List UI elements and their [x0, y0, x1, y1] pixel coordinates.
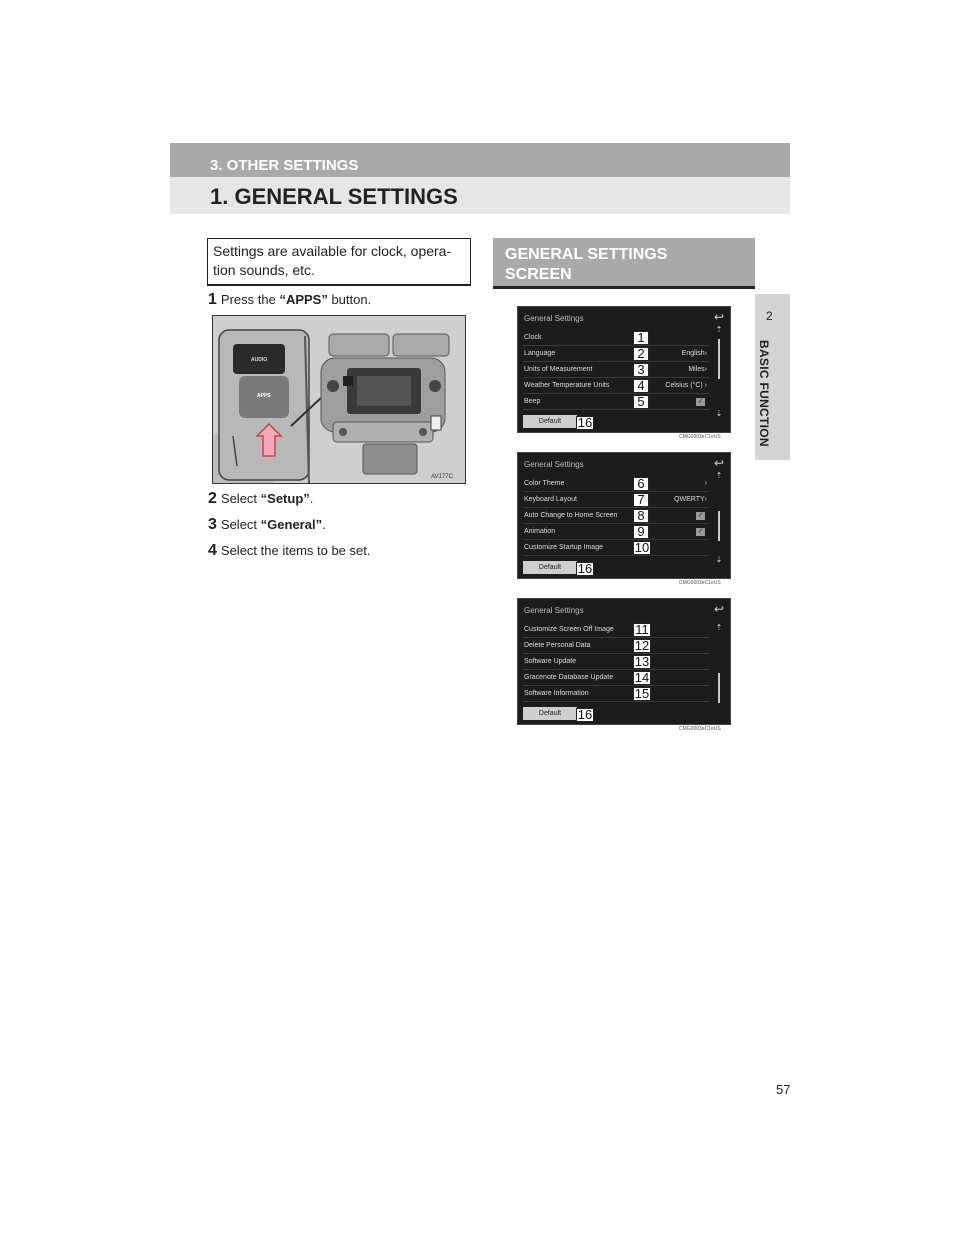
- callout-number: 1: [633, 331, 649, 345]
- page-number: 57: [776, 1082, 791, 1097]
- step-4: [208, 542, 370, 560]
- settings-screen-2: [517, 452, 731, 579]
- row-label: Customize Startup Image: [524, 544, 603, 551]
- step-2: [208, 490, 313, 508]
- default-button[interactable]: Default: [523, 561, 577, 574]
- settings-screen-1: [517, 306, 731, 433]
- callout-number: 6: [633, 477, 649, 491]
- checkbox-icon[interactable]: ✓: [697, 528, 704, 535]
- dashboard-illustration: [213, 316, 466, 484]
- checkbox-icon[interactable]: ✓: [697, 398, 704, 405]
- screen-title: General Settings: [524, 460, 584, 469]
- row-value: ›: [704, 480, 707, 487]
- default-button[interactable]: Default: [523, 415, 577, 428]
- scroll-up-icon[interactable]: ⇡: [715, 471, 723, 480]
- callout-number: 11: [633, 623, 651, 637]
- row-value: Miles›: [688, 366, 707, 373]
- screen-title: General Settings: [524, 314, 584, 323]
- row-label: Software Update: [524, 658, 577, 665]
- setting-row-weather-units[interactable]: [523, 379, 709, 394]
- general-settings-screen-header: [493, 238, 755, 286]
- row-label: Keyboard Layout: [524, 496, 577, 503]
- section-header: 3. OTHER SETTINGS: [210, 157, 359, 174]
- setting-row-software-update[interactable]: [523, 655, 709, 670]
- setting-row-screen-off-image[interactable]: [523, 623, 709, 638]
- step-number: 2: [208, 490, 217, 507]
- setting-row-gracenote-update[interactable]: [523, 671, 709, 686]
- step-text-end: .: [309, 491, 314, 506]
- screen-code: CMG0003eC1eUS: [679, 726, 721, 732]
- section-header-bar: [170, 143, 790, 177]
- setting-row-beep[interactable]: [523, 395, 709, 410]
- step-number: 4: [208, 542, 217, 559]
- setting-row-startup-image[interactable]: [523, 541, 709, 556]
- scroll-up-icon[interactable]: ⇡: [715, 325, 723, 334]
- setting-row-units[interactable]: [523, 363, 709, 378]
- audio-label: AUDIO: [251, 357, 268, 363]
- step-number: 1: [208, 291, 217, 308]
- step-1: [208, 291, 371, 309]
- settings-screen-3: [517, 598, 731, 725]
- callout-number: 16: [577, 561, 593, 576]
- scroll-up-icon[interactable]: ⇡: [715, 623, 723, 632]
- scrollbar[interactable]: [714, 471, 724, 564]
- row-label: Gracenote Database Update: [524, 674, 614, 681]
- row-label: Customize Screen Off Image: [524, 626, 614, 633]
- callout-number: 12: [634, 638, 650, 653]
- setting-row-animation[interactable]: [523, 525, 709, 540]
- side-tab-label-wrap: [757, 340, 787, 460]
- back-icon[interactable]: ↩: [713, 456, 724, 470]
- default-button[interactable]: Default: [523, 707, 577, 720]
- callout-number: 4: [633, 379, 649, 393]
- row-value: Celsius (°C) ›: [665, 382, 707, 389]
- callout-number: 8: [633, 509, 649, 523]
- side-tab-label: BASIC FUNCTION: [757, 340, 771, 447]
- row-label: Color Theme: [524, 480, 565, 487]
- scroll-down-icon[interactable]: ⇣: [715, 409, 723, 418]
- callout-number: 10: [634, 540, 650, 555]
- screen-title: General Settings: [524, 606, 584, 615]
- figure-code: AV177C: [431, 474, 453, 480]
- page-title-bar: [170, 177, 790, 214]
- setting-row-language[interactable]: [523, 347, 709, 362]
- step-3: [208, 516, 326, 534]
- callout-number: 5: [633, 395, 649, 409]
- screen-code: CMG0003eC1eUS: [679, 434, 721, 440]
- step-bold: “General”: [260, 517, 323, 532]
- setting-row-delete-personal-data[interactable]: [523, 639, 709, 654]
- row-label: Clock: [524, 334, 542, 341]
- apps-button-figure: [212, 315, 466, 484]
- step-text-end: button.: [327, 292, 372, 307]
- row-label: Language: [524, 350, 556, 357]
- setting-row-keyboard-layout[interactable]: [523, 493, 709, 508]
- scroll-track[interactable]: [718, 339, 720, 379]
- row-label: Auto Change to Home Screen: [524, 512, 618, 519]
- setting-row-color-theme[interactable]: [523, 477, 709, 492]
- side-tab-number: 2: [766, 309, 773, 323]
- callout-number: 2: [633, 347, 649, 361]
- gs-header-underline: [493, 286, 755, 289]
- row-label: Units of Measurement: [524, 366, 593, 373]
- row-label: Weather Temperature Units: [524, 382, 610, 389]
- callout-number: 13: [634, 654, 650, 669]
- intro-text: Settings are available for clock, opera-tion sounds, etc.: [213, 243, 452, 278]
- setting-row-software-information[interactable]: [523, 687, 709, 702]
- scrollbar[interactable]: [714, 617, 724, 710]
- callout-number: 3: [633, 363, 649, 377]
- callout-number: 16: [577, 707, 593, 722]
- callout-number: 16: [577, 415, 593, 430]
- row-label: Animation: [524, 528, 556, 535]
- row-value: QWERTY›: [674, 496, 707, 503]
- intro-box: [207, 238, 471, 286]
- callout-number: 9: [633, 525, 649, 539]
- step-text: Select the items to be set.: [220, 543, 371, 558]
- step-number: 3: [208, 516, 217, 533]
- scroll-down-icon[interactable]: ⇣: [715, 555, 723, 564]
- step-bold: “APPS”: [279, 292, 328, 307]
- row-label: Software Information: [524, 690, 589, 697]
- setting-row-auto-change[interactable]: [523, 509, 709, 524]
- apps-label: APPS: [257, 393, 271, 399]
- row-label: Beep: [524, 398, 541, 405]
- callout-number: 14: [634, 670, 650, 685]
- back-icon[interactable]: ↩: [713, 310, 724, 324]
- checkbox-icon[interactable]: ✓: [697, 512, 704, 519]
- screen-code: CMG0003eC1eUS: [679, 580, 721, 586]
- gs-header-text: GENERAL SETTINGS SCREEN: [505, 246, 668, 283]
- scroll-track[interactable]: [718, 673, 720, 703]
- step-text: Select: [220, 517, 261, 532]
- step-bold: “Setup”: [260, 491, 310, 506]
- page-title: 1. GENERAL SETTINGS: [210, 184, 458, 209]
- row-label: Delete Personal Data: [524, 642, 591, 649]
- step-text-end: .: [322, 517, 326, 532]
- callout-number: 7: [633, 493, 649, 507]
- scroll-track[interactable]: [718, 511, 720, 541]
- scrollbar[interactable]: [714, 325, 724, 418]
- step-text: Select: [220, 491, 261, 506]
- callout-number: 15: [634, 686, 650, 701]
- setting-row-clock[interactable]: [523, 331, 709, 346]
- row-value: English›: [681, 350, 707, 357]
- step-text: Press the: [220, 292, 280, 307]
- back-icon[interactable]: ↩: [713, 602, 724, 616]
